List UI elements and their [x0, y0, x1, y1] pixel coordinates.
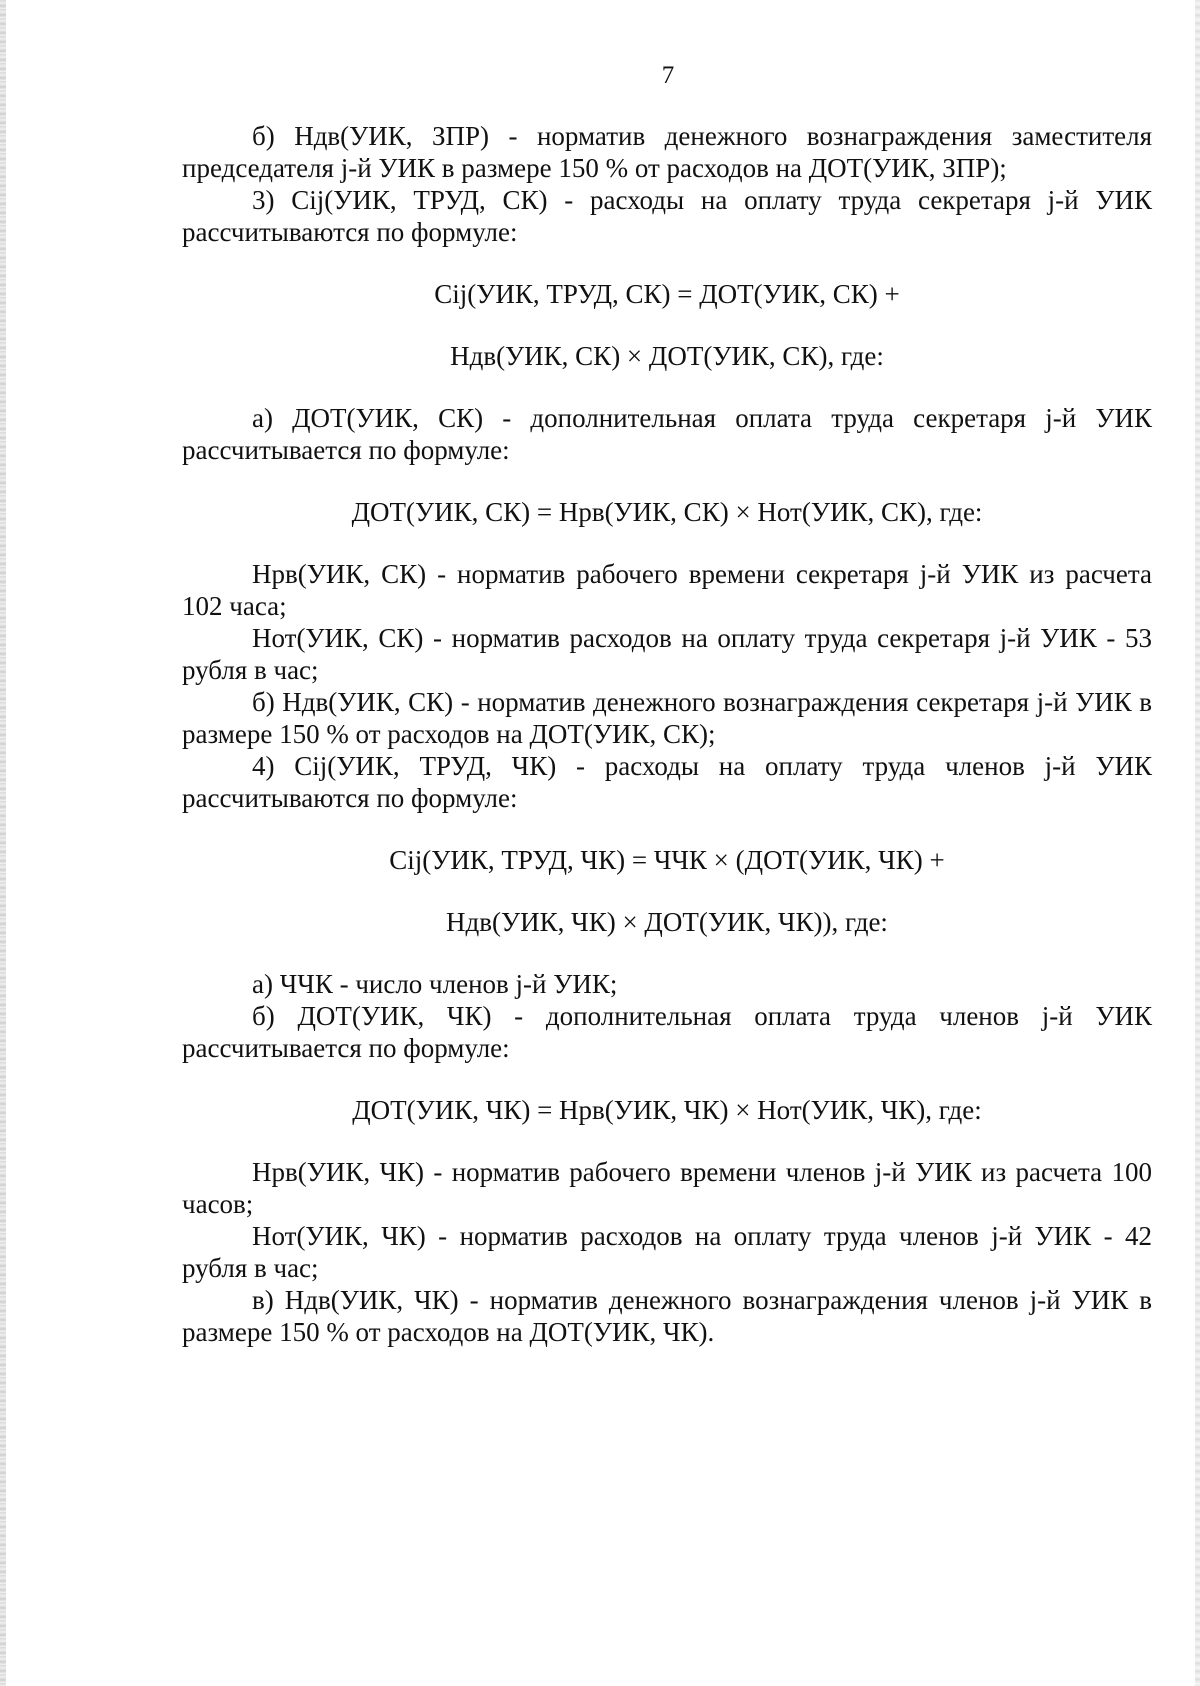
formula-members-dot: ДОТ(УИК, ЧК) = Нрв(УИК, ЧК) × Нот(УИК, ЧК), где:: [352, 1095, 982, 1125]
paragraph-secretary-ndv: б) Ндв(УИК, СК) - норматив денежного вознаграждения секретаря j-й УИК в размере 150 % от расходов на ДОТ(УИК, СК);: [182, 687, 1152, 749]
paragraph-secretary-nrv: Нрв(УИК, СК) - норматив рабочего времени секретаря j-й УИК из расчета 102 часа;: [182, 559, 1152, 621]
formula-members-labor-line-2: Ндв(УИК, ЧК) × ДОТ(УИК, ЧК)), где:: [446, 907, 888, 937]
paragraph-members-ndv: в) Ндв(УИК, ЧК) - норматив денежного вознаграждения членов j-й УИК в размере 150 % от расходов на ДОТ(УИК, ЧК).: [182, 1285, 1152, 1347]
paragraph-members-dot: б) ДОТ(УИК, ЧК) - дополнительная оплата труда членов j-й УИК рассчитывается по формуле:: [182, 1001, 1152, 1063]
paragraph-members-nrv: Нрв(УИК, ЧК) - норматив рабочего времени членов j-й УИК из расчета 100 часов;: [182, 1157, 1152, 1219]
document-body: [182, 120, 1152, 1348]
scan-border-left: [0, 0, 6, 1686]
paragraph-members-not: Нот(УИК, ЧК) - норматив расходов на оплату труда членов j-й УИК - 42 рубля в час;: [182, 1221, 1152, 1283]
formula-secretary-dot: ДОТ(УИК, СК) = Нрв(УИК, СК) × Нот(УИК, СК), где:: [351, 497, 983, 527]
paragraph-secretary-labor-costs: 3) Cij(УИК, ТРУД, СК) - расходы на оплату труда секретаря j-й УИК рассчитываются по формуле:: [182, 185, 1152, 247]
scan-border-right: [1195, 0, 1200, 1686]
paragraph-members-labor-costs: 4) Cij(УИК, ТРУД, ЧК) - расходы на оплату труда членов j-й УИК рассчитываются по формуле:: [182, 751, 1152, 813]
paragraph-ndv-zpr: б) Ндв(УИК, ЗПР) - норматив денежного вознаграждения заместителя председателя j-й УИК в размере 150 % от расходов на ДОТ(УИК, ЗПР);: [182, 121, 1152, 183]
paragraph-secretary-dot: а) ДОТ(УИК, СК) - дополнительная оплата труда секретаря j-й УИК рассчитывается по формуле:: [182, 403, 1152, 465]
formula-secretary-labor-line-2: Ндв(УИК, СК) × ДОТ(УИК, СК), где:: [450, 341, 884, 371]
formula-members-labor-line-1: Cij(УИК, ТРУД, ЧК) = ЧЧК × (ДОТ(УИК, ЧК) +: [389, 845, 945, 875]
page-number: 7: [661, 62, 675, 89]
paragraph-secretary-not: Нот(УИК, СК) - норматив расходов на оплату труда секретаря j-й УИК - 53 рубля в час;: [182, 623, 1152, 685]
formula-secretary-labor-line-1: Cij(УИК, ТРУД, СК) = ДОТ(УИК, СК) +: [434, 279, 900, 309]
paragraph-members-count: а) ЧЧК - число членов j-й УИК;: [252, 969, 618, 999]
